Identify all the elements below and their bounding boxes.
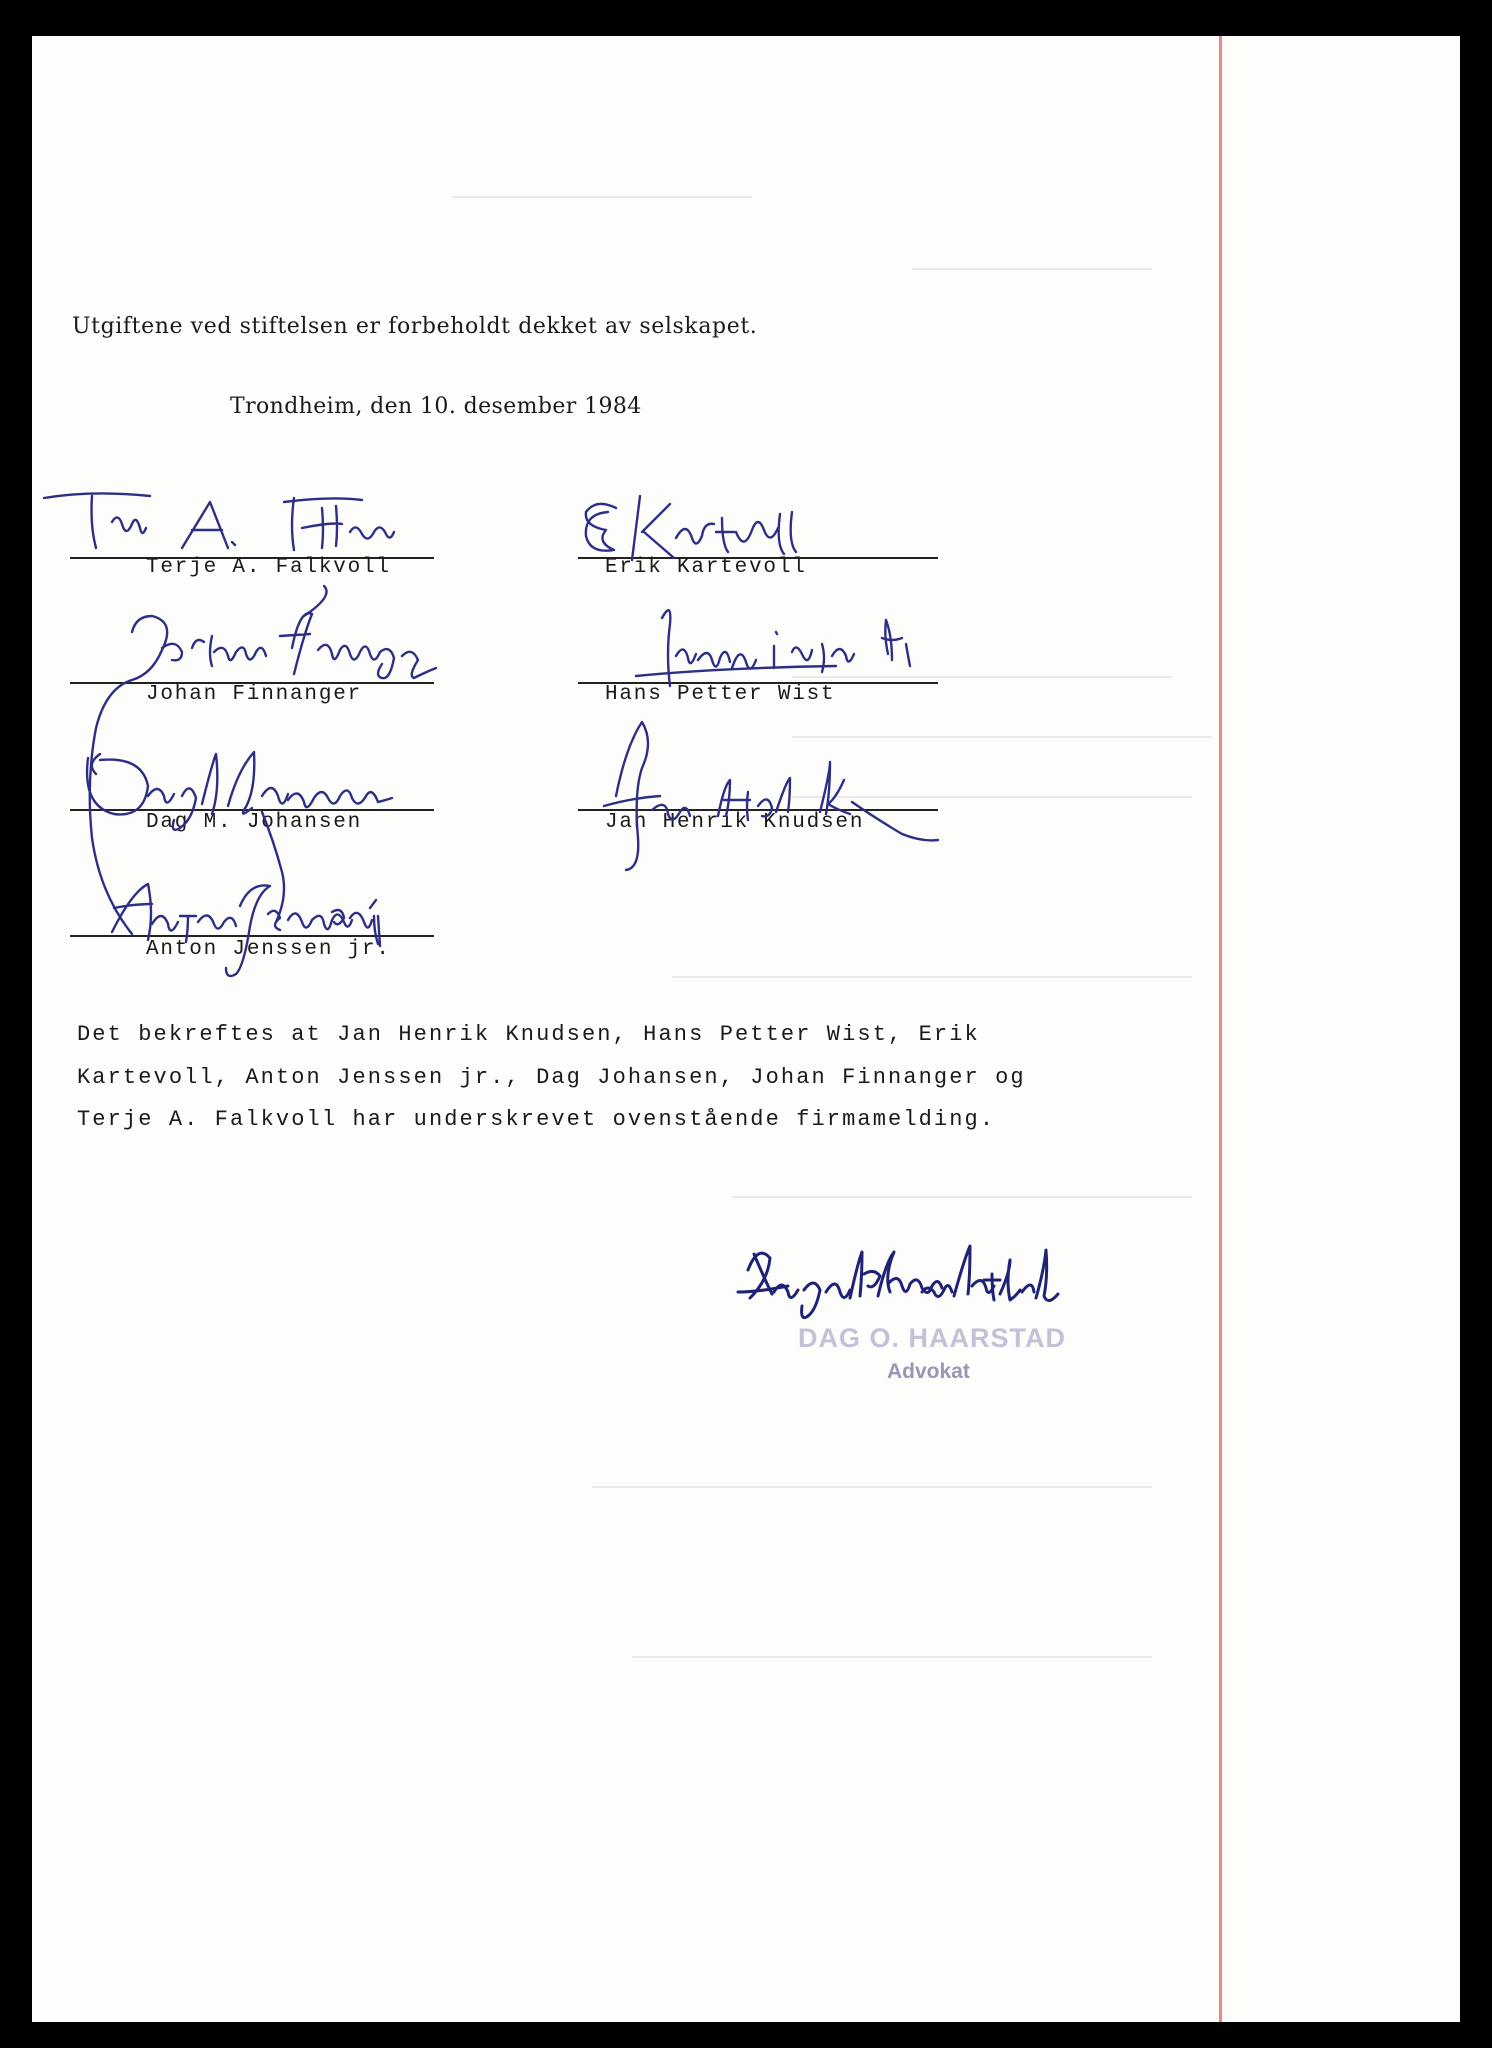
signatory-name: Johan Finnanger — [146, 683, 363, 706]
signatory-name: Hans Petter Wist — [605, 683, 836, 706]
stamp-name: DAG O. HAARSTAD — [798, 1323, 1066, 1353]
bleed-through-mark — [732, 1196, 1192, 1198]
document-page — [32, 36, 1460, 2022]
signature-johan-finnanger — [90, 586, 436, 934]
signature-dag-johansen — [87, 752, 392, 922]
signatory-name: Jan Henrik Knudsen — [605, 811, 865, 834]
signature-terje-falkvoll — [44, 493, 394, 550]
confirmation-line: Kartevoll, Anton Jenssen jr., Dag Johansen, Johan Finnanger og — [77, 1065, 1026, 1090]
bleed-through-mark — [792, 676, 1172, 678]
confirmation-line: Det bekreftes at Jan Henrik Knudsen, Hans Petter Wist, Erik — [77, 1022, 980, 1047]
stamp-title: Advokat — [887, 1360, 970, 1383]
bleed-through-mark — [452, 196, 752, 198]
place-and-date: Trondheim, den 10. desember 1984 — [230, 394, 642, 419]
signature-line — [70, 935, 434, 937]
bleed-through-mark — [672, 976, 1192, 978]
bleed-through-mark — [592, 1486, 1152, 1488]
signature-erik-kartevoll — [586, 496, 796, 560]
signature-hans-petter-wist — [636, 610, 910, 686]
signatory-name: Anton Jenssen jr. — [146, 938, 391, 961]
signature-dag-haarstad — [738, 1246, 1058, 1318]
red-margin-line — [1219, 36, 1222, 2022]
signature-anton-jenssen — [112, 884, 380, 976]
confirmation-line: Terje A. Falkvoll har underskrevet ovenstående firmamelding. — [77, 1107, 996, 1132]
bleed-through-mark — [912, 268, 1152, 270]
signatory-name: Erik Kartevoll — [605, 556, 807, 579]
bleed-through-mark — [792, 796, 1192, 798]
bleed-through-mark — [792, 736, 1212, 738]
signatory-name: Terje A. Falkvoll — [146, 556, 391, 579]
bleed-through-mark — [632, 1656, 1152, 1658]
signatory-name: Dag M. Johansen — [146, 811, 363, 834]
expenses-paragraph: Utgiftene ved stiftelsen er forbeholdt dekket av selskapet. — [72, 314, 758, 339]
